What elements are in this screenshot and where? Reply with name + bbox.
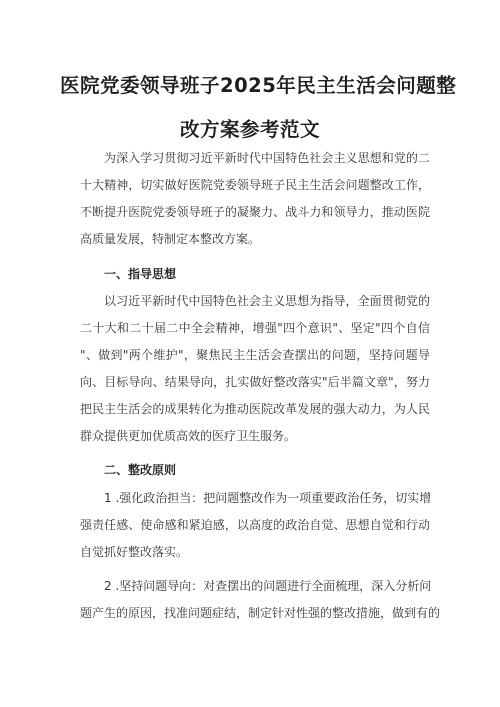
section2-item1-line: 自觉抓好整改落实。 <box>80 545 189 559</box>
section2-item1-line: 强责任感、使命感和紧迫感，以高度的政治自觉、思想自觉和行动 <box>80 518 430 532</box>
section1-line: "、做到"两个维护"，聚焦民主生活会查摆出的问题，坚持问题导 <box>80 348 430 362</box>
section1-line: 群众提供更加优质高效的医疗卫生服务。 <box>80 429 297 443</box>
section2-item2-line: 2 .坚持问题导向：对查摆出的问题进行全面梳理，深入分析问 <box>104 579 432 593</box>
intro-line: 高质量发展，特制定本整改方案。 <box>80 232 261 246</box>
intro-line: 不断提升医院党委领导班子的凝聚力、战斗力和领导力，推动医院 <box>80 205 430 219</box>
section2-item2-line: 题产生的原因，找准问题症结，制定针对性强的整改措施，做到有的 <box>80 606 441 620</box>
section1-line: 以习近平新时代中国特色社会主义思想为指导，全面贯彻党的 <box>104 294 430 308</box>
section1-line: 把民主生活会的成果转化为推动医院改革发展的强大动力，为人民 <box>80 402 430 416</box>
section-heading-rectification-principles: 二、整改原则 <box>104 463 177 477</box>
section1-line: 二十大和二十届二中全会精神，增强"四个意识"、坚定"四个自信 <box>80 321 430 335</box>
document-title-line-2: 改方案参考范文 <box>179 118 320 141</box>
intro-line: 为深入学习贯彻习近平新时代中国特色社会主义思想和党的二 <box>104 151 430 165</box>
section1-line: 向、目标导向、结果导向，扎实做好整改落实"后半篇文章"，努力 <box>80 375 430 389</box>
document-title-line-1: 医院党委领导班子2025年民主生活会问题整 <box>60 74 457 97</box>
intro-line: 十大精神，切实做好医院党委领导班子民主生活会问题整改工作， <box>80 178 430 192</box>
section-heading-guiding-ideology: 一、指导思想 <box>104 267 177 281</box>
section2-item1-line: 1 .强化政治担当：把问题整改作为一项重要政治任务，切实增 <box>104 491 432 505</box>
